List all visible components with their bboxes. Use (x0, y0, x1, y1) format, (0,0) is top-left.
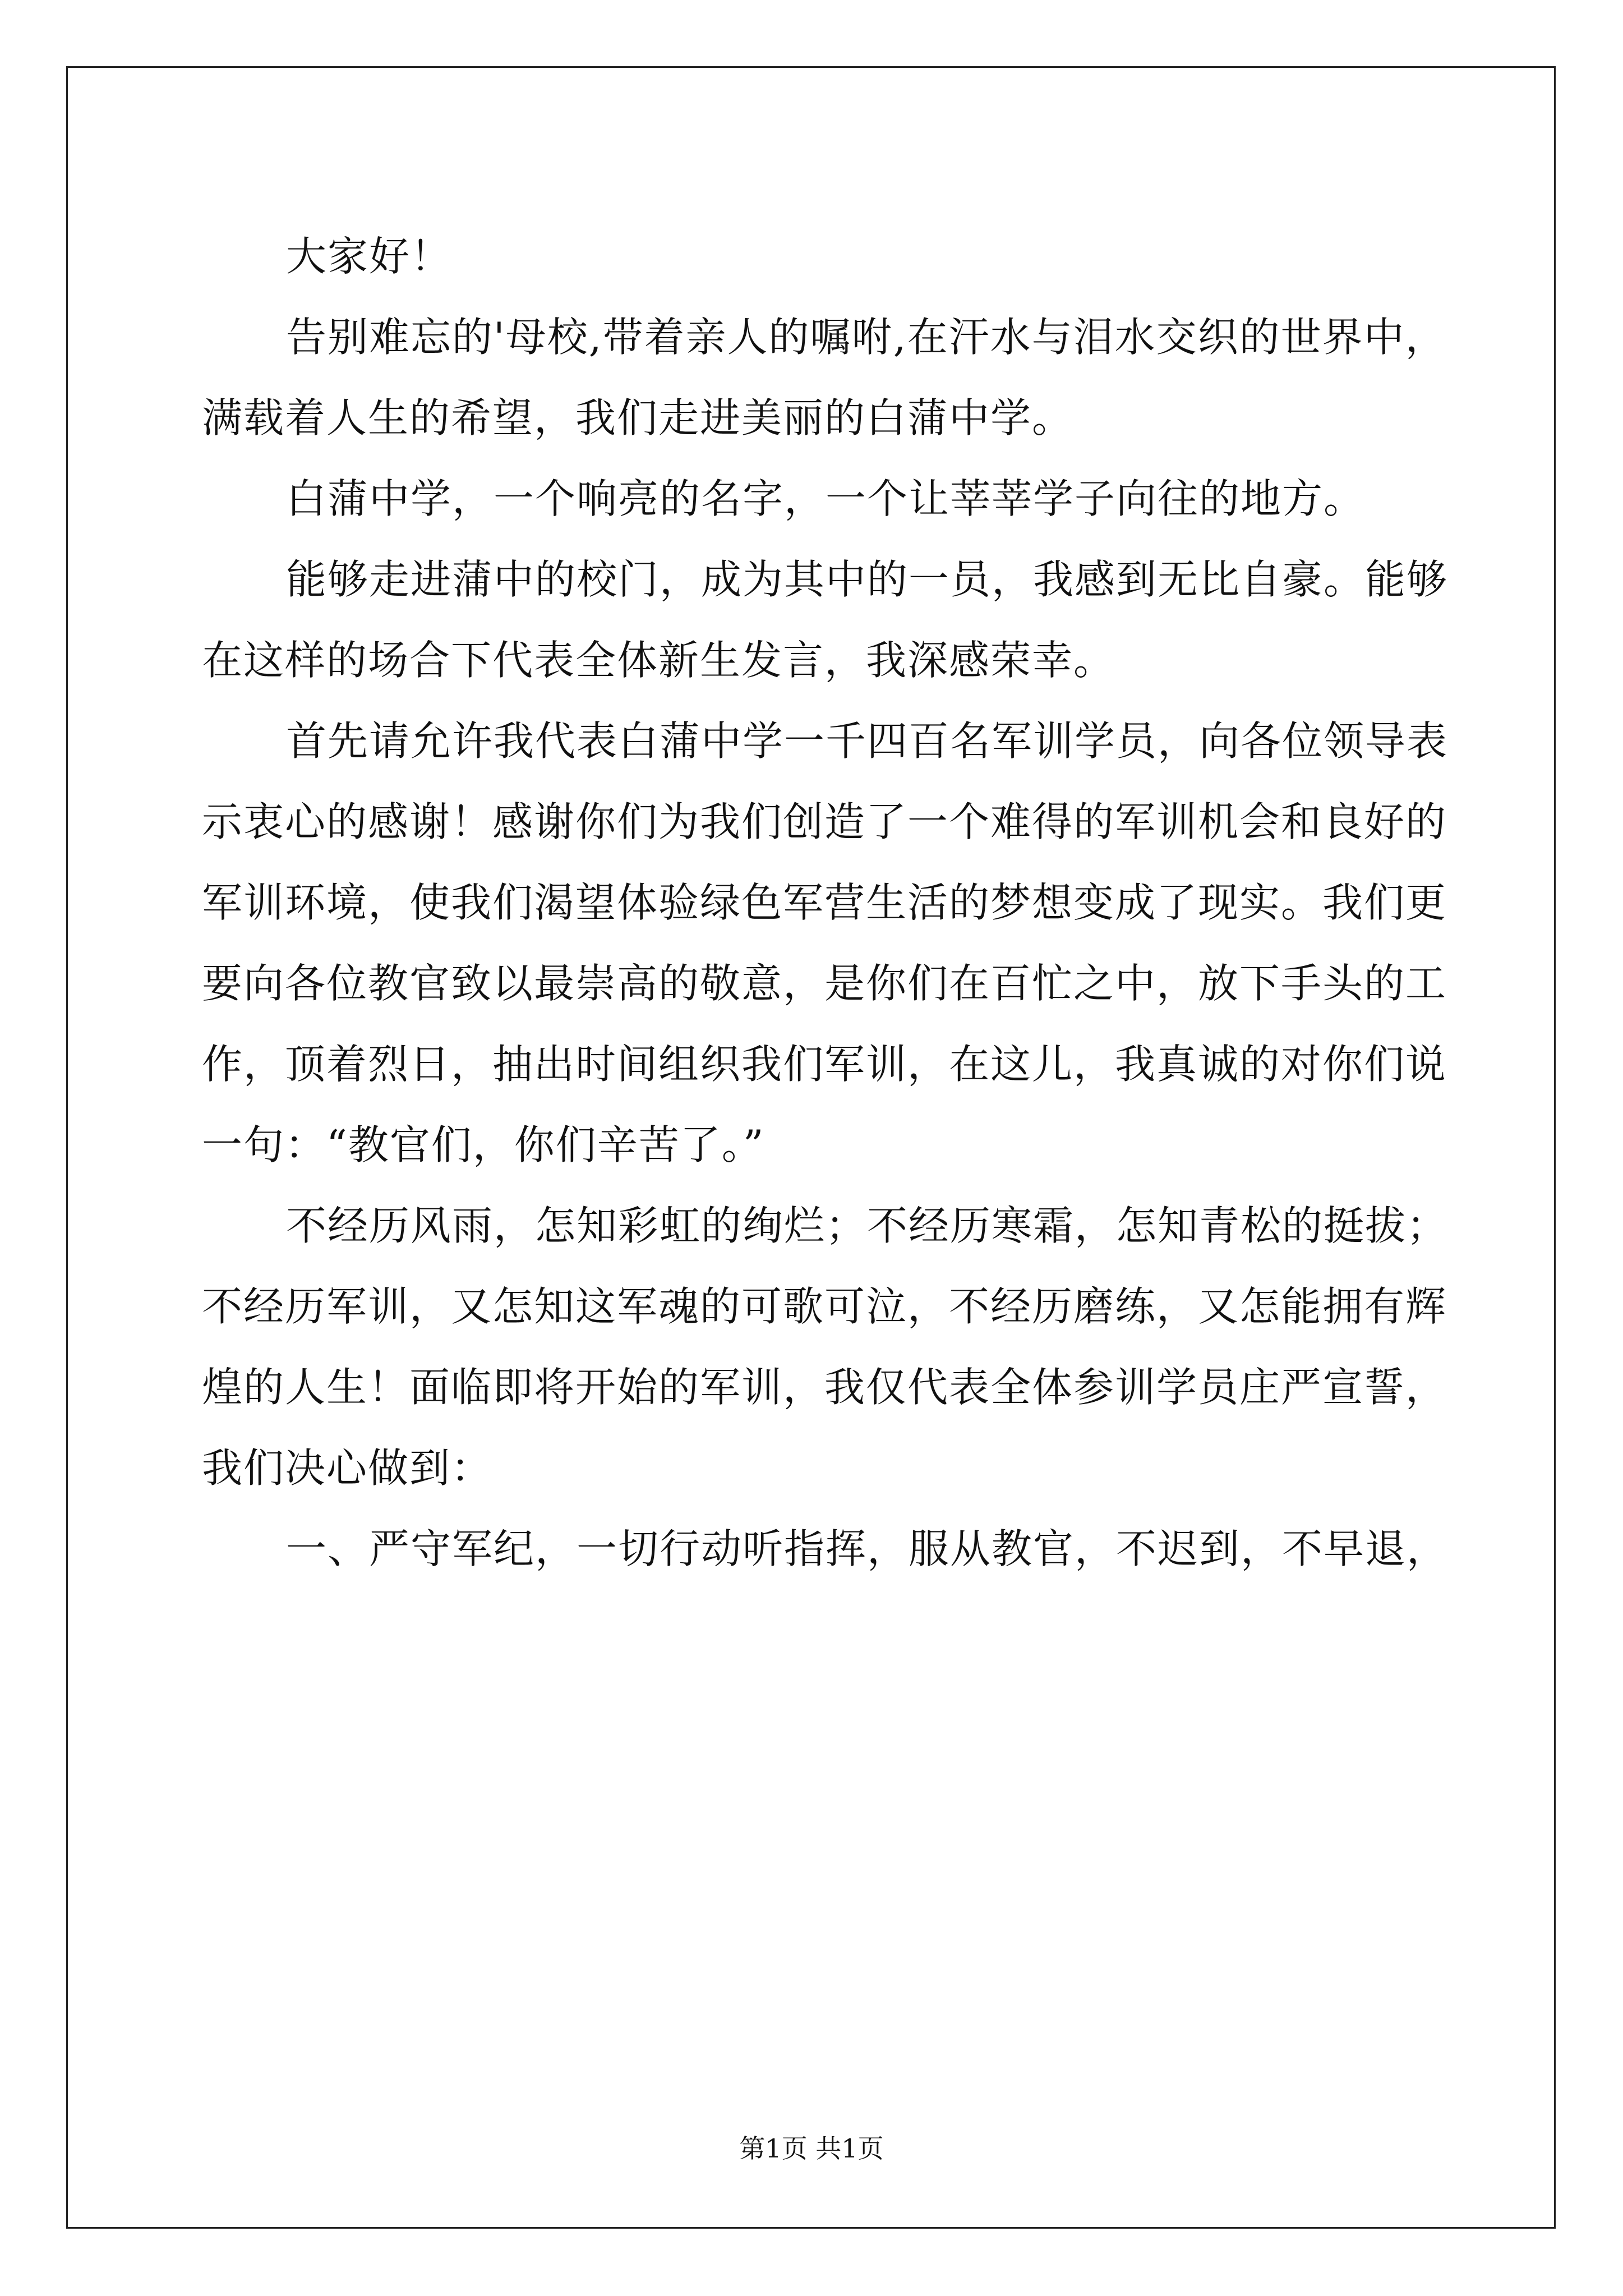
paragraph-pledge-1 (202, 1508, 1449, 1589)
paragraph-line: 煌的人生！面临即将开始的军训，我仅代表全体参训学员庄严宣誓， (202, 1364, 1447, 1411)
paragraph-line: 示衷心的感谢！感谢你们为我们创造了一个难得的军训机会和良好的 (202, 798, 1447, 845)
paragraph-greeting (202, 216, 1421, 297)
paragraph-oath (202, 1185, 1449, 1508)
paragraph-line: 不经历军训，又怎知这军魂的可歌可泣，不经历磨练，又怎能拥有辉 (202, 1283, 1447, 1330)
paragraph-honor (202, 539, 1449, 701)
paragraph-line: 一句：“教官们，你们辛苦了。” (202, 1121, 765, 1168)
paragraph-school-intro (202, 458, 1421, 539)
paragraph-line: 不经历风雨，怎知彩虹的绚烂；不经历寒霜，怎知青松的挺拔； (286, 1202, 1449, 1249)
paragraph-line: 白蒲中学，一个响亮的名字，一个让莘莘学子向往的地方。 (286, 475, 1366, 522)
paragraph-line: 能够走进蒲中的校门，成为其中的一员，我感到无比自豪。能够 (286, 556, 1449, 603)
paragraph-line: 军训环境，使我们渴望体验绿色军营生活的梦想变成了现实。我们更 (202, 879, 1447, 926)
paragraph-line: 作，顶着烈日，抽出时间组织我们军训，在这儿，我真诚的对你们说 (202, 1041, 1447, 1088)
paragraph-line: 首先请允许我代表白蒲中学一千四百名军训学员，向各位领导表 (286, 717, 1449, 765)
paragraph-line: 在这样的场合下代表全体新生发言，我深感荣幸。 (202, 637, 1115, 684)
document-body (202, 216, 1449, 1589)
paragraph-line: 满载着人生的希望，我们走进美丽的白蒲中学。 (202, 394, 1074, 441)
paragraph-farewell (202, 297, 1447, 458)
paragraph-line: 我们决心做到： (202, 1444, 493, 1492)
paragraph-thanks (202, 701, 1449, 1185)
paragraph-line: 一、严守军纪，一切行动听指挥，服从教官，不迟到，不早退， (286, 1525, 1449, 1572)
page-number-footer: 第1页 共1页 (739, 2133, 884, 2164)
paragraph-line: 大家好！ (286, 233, 453, 280)
paragraph-line: 要向各位教官致以最崇高的敬意，是你们在百忙之中，放下手头的工 (202, 960, 1447, 1007)
paragraph-line: 告别难忘的'母校,带着亲人的嘱咐,在汗水与泪水交织的世界中， (286, 314, 1447, 361)
